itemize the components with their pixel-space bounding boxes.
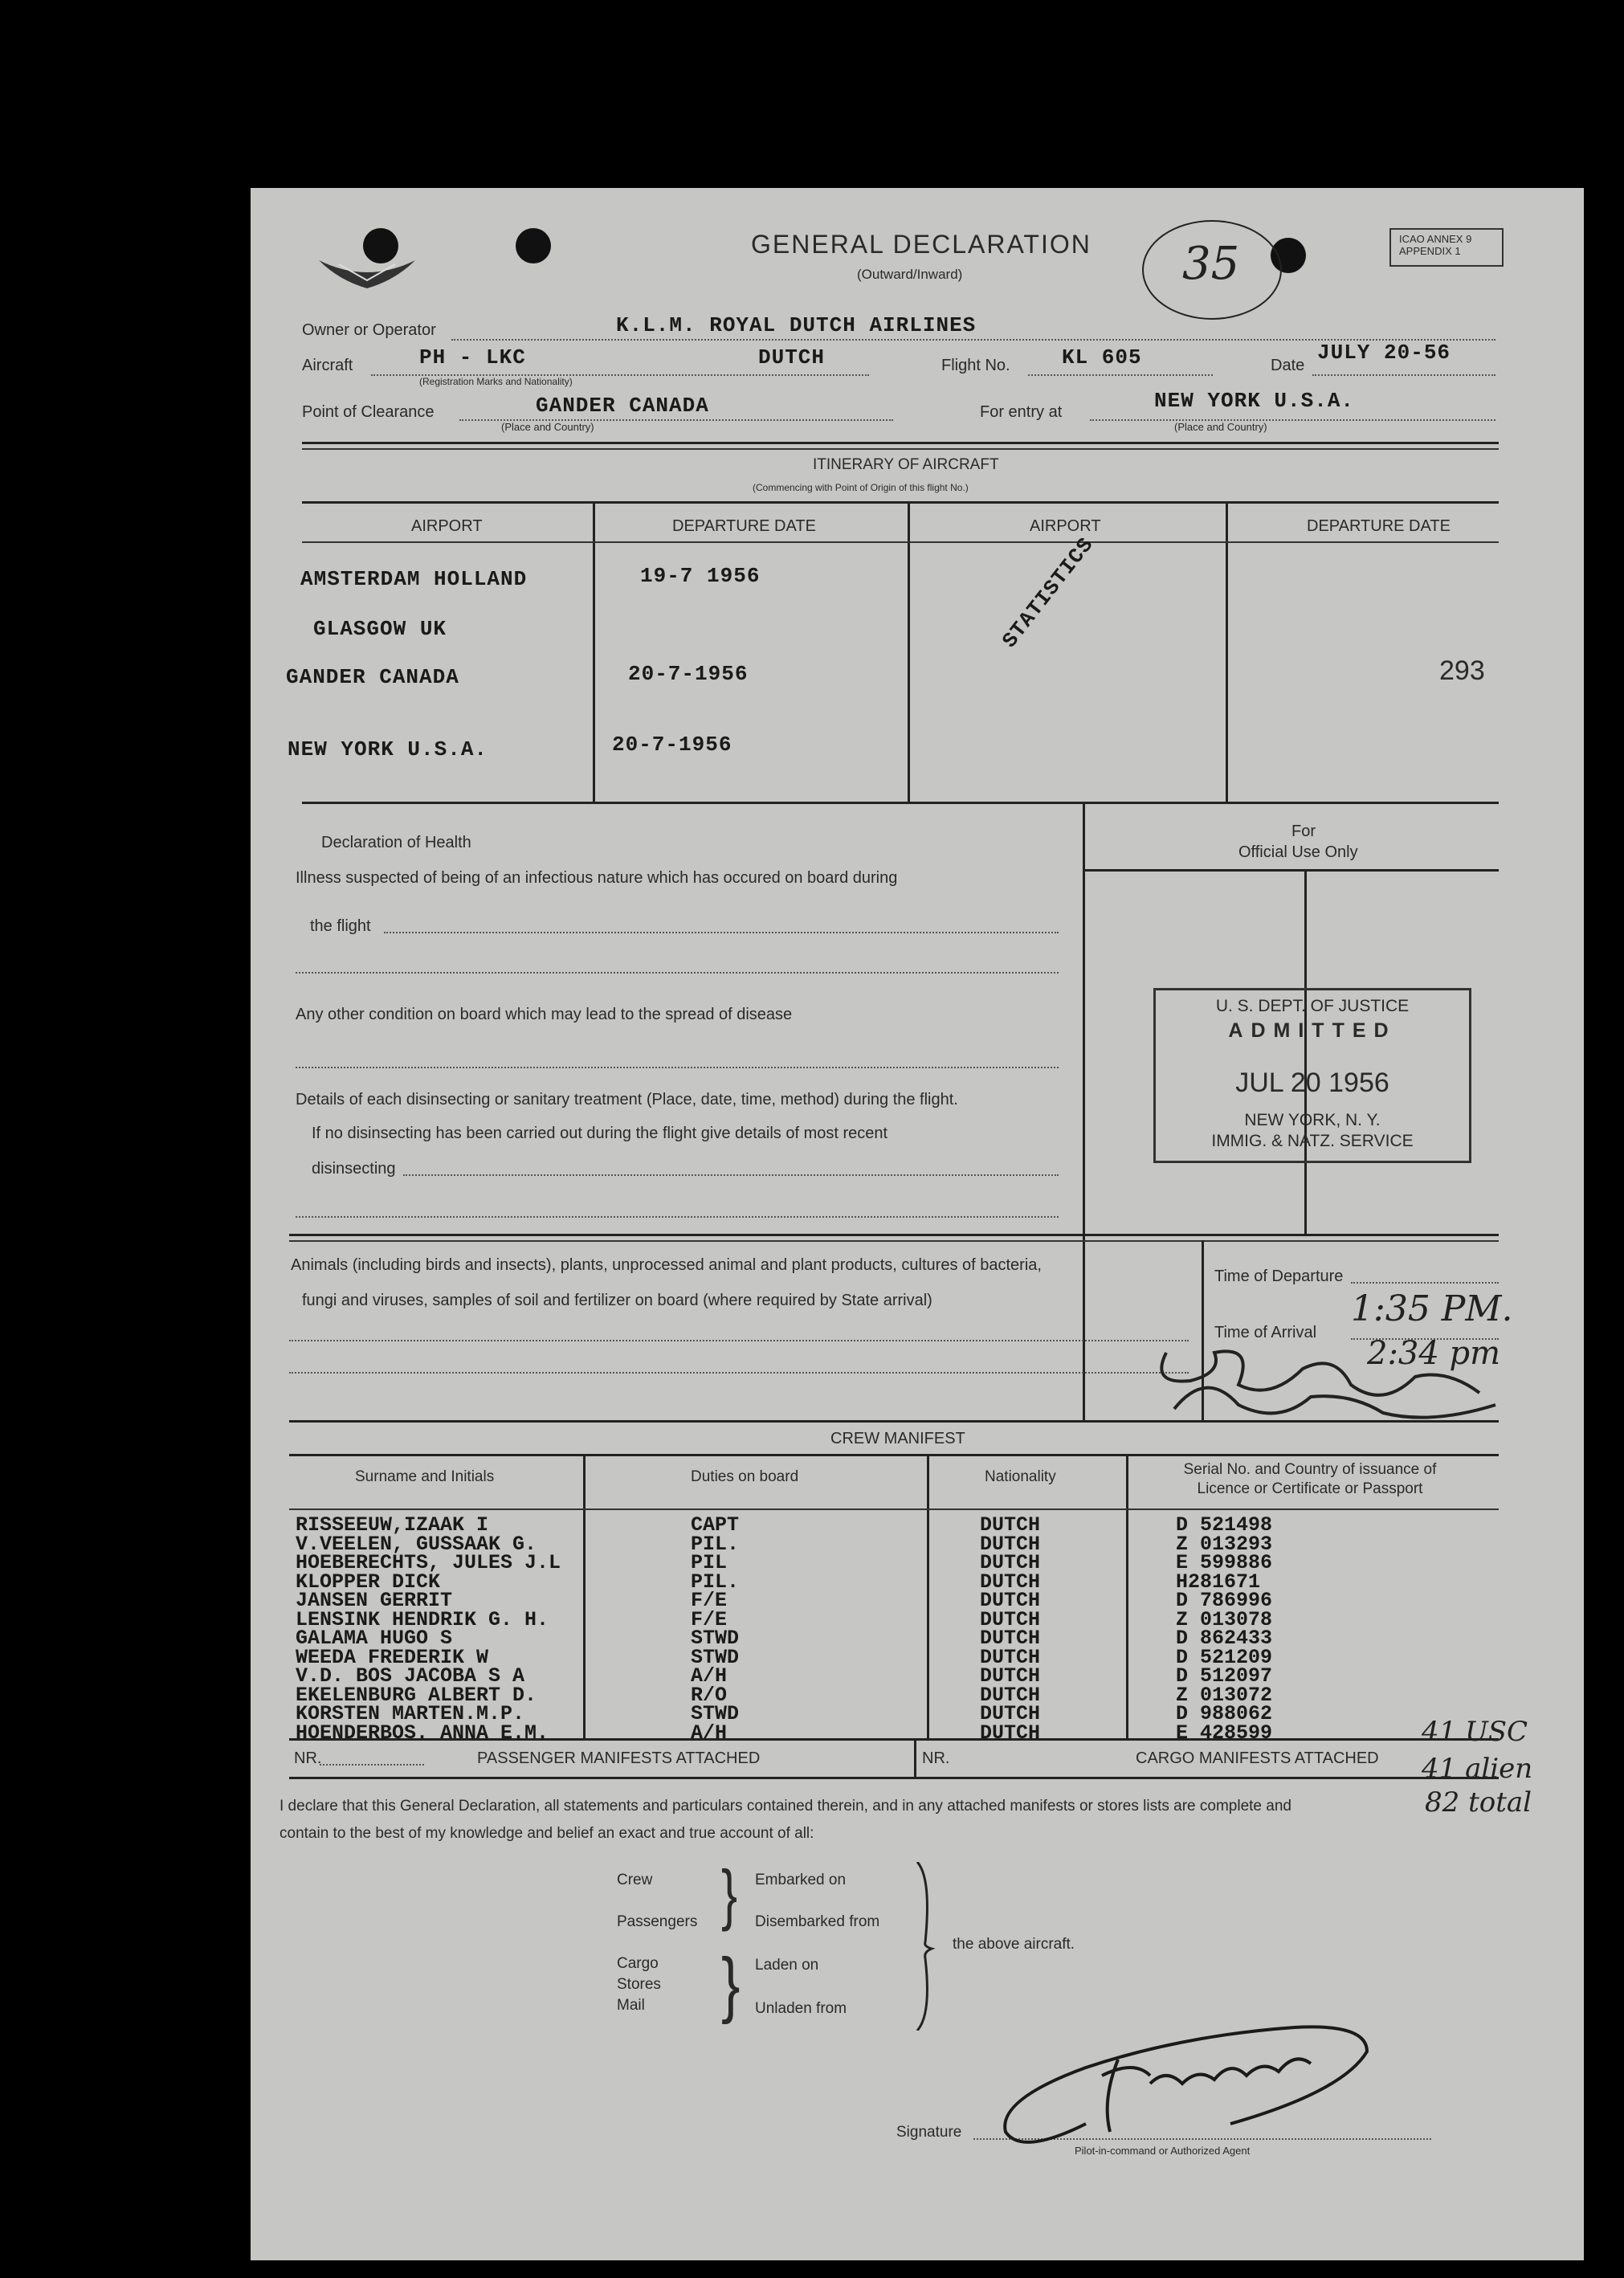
officer-signature-scribble — [1142, 1321, 1512, 1433]
official-title-2: Official Use Only — [1238, 843, 1358, 861]
crew-serial: E 599886 — [1176, 1551, 1273, 1574]
crew-duty: STWD — [691, 1627, 740, 1650]
crew-nationality: DUTCH — [980, 1513, 1041, 1537]
flight-label: Flight No. — [941, 357, 1010, 374]
crew-serial: Z 013293 — [1176, 1532, 1273, 1556]
crew-name: HOEBERECHTS, JULES J.L — [296, 1551, 561, 1574]
crew-serial: D 521209 — [1176, 1645, 1273, 1669]
health-line-5: If no disinsecting has been carried out during the flight give details of most recent — [312, 1125, 888, 1142]
date-label: Date — [1271, 357, 1305, 374]
admitted-stamp — [1153, 988, 1471, 1163]
crew-duty: PIL. — [691, 1570, 740, 1594]
stamp-line-5: IMMIG. & NATZ. SERVICE — [1211, 1132, 1414, 1150]
crew-duty: F/E — [691, 1589, 728, 1612]
stamp-line-3: JUL 20 1956 — [1235, 1068, 1389, 1098]
crew-name: GALAMA HUGO S — [296, 1627, 453, 1650]
arrival-time-label: Time of Arrival — [1214, 1324, 1317, 1341]
crew-nationality: DUTCH — [980, 1532, 1041, 1556]
crew-name: KORSTEN MARTEN.M.P. — [296, 1702, 525, 1725]
crew-duty: STWD — [691, 1702, 740, 1725]
above-aircraft-label: the above aircraft. — [953, 1936, 1075, 1953]
arrival-time-handwritten: 1:35 PM. — [1351, 1288, 1513, 1329]
cargo-manifests-label: CARGO MANIFESTS ATTACHED — [1136, 1749, 1379, 1767]
itinerary-number: 293 — [1439, 655, 1485, 686]
signature-label: Signature — [896, 2124, 962, 2141]
crew-nationality: DUTCH — [980, 1551, 1041, 1574]
entry-label: For entry at — [980, 403, 1063, 421]
crew-name: WEEDA FREDERIK W — [296, 1645, 489, 1669]
crew-name: V.D. BOS JACOBA S A — [296, 1664, 525, 1688]
crew-name: JANSEN GERRIT — [296, 1589, 453, 1612]
crew-nationality: DUTCH — [980, 1607, 1041, 1631]
crew-serial: Z 013078 — [1176, 1607, 1273, 1631]
crew-nationality: DUTCH — [980, 1627, 1041, 1650]
cargo-label: Cargo — [617, 1955, 659, 1972]
brace-1: } — [721, 1856, 738, 1933]
punch-hole — [516, 228, 551, 263]
crew-name: RISSEEUW,IZAAK I — [296, 1513, 489, 1537]
clearance-label: Point of Clearance — [302, 403, 435, 421]
icao-box — [1389, 228, 1504, 267]
brace-2: } — [721, 1943, 741, 2025]
crew-duty: CAPT — [691, 1513, 740, 1537]
animals-line-2: fungi and viruses, samples of soil and fertilizer on board (where required by State arrival) — [302, 1292, 932, 1309]
unladen-label: Unladen from — [755, 2000, 847, 2017]
icao-label: ICAO ANNEX 9 APPENDIX 1 — [1399, 233, 1472, 257]
crew-header-duties: Duties on board — [691, 1468, 799, 1485]
crew-header-nationality: Nationality — [985, 1468, 1056, 1485]
declaration-text-2: contain to the best of my knowledge and belief an exact and true account of all: — [280, 1825, 814, 1842]
crew-name: V.VEELEN, GUSSAAK G. — [296, 1532, 537, 1556]
crew-duty: A/H — [691, 1664, 728, 1688]
crew-name: LENSINK HENDRIK G. H. — [296, 1607, 549, 1631]
owner-label: Owner or Operator — [302, 321, 436, 339]
clearance-value: GANDER CANADA — [536, 394, 709, 418]
form-subtitle: (Outward/Inward) — [857, 267, 963, 282]
entry-value: NEW YORK U.S.A. — [1154, 389, 1355, 413]
crew-duty: PIL. — [691, 1532, 740, 1556]
aircraft-sublabel: (Registration Marks and Nationality) — [419, 376, 573, 387]
crew-serial: D 521498 — [1176, 1513, 1273, 1537]
laden-label: Laden on — [755, 1957, 819, 1974]
entry-sublabel: (Place and Country) — [1174, 421, 1267, 433]
clearance-sublabel: (Place and Country) — [501, 421, 594, 433]
passenger-nr-label: NR. — [294, 1749, 322, 1767]
signature-sublabel: Pilot-in-command or Authorized Agent — [1075, 2145, 1251, 2157]
health-line-6: disinsecting — [312, 1160, 396, 1178]
crew-serial: E 428599 — [1176, 1721, 1273, 1745]
itinerary-header-airport-2: AIRPORT — [1030, 517, 1101, 535]
crew-duty: STWD — [691, 1645, 740, 1669]
itinerary-header-date-1: DEPARTURE DATE — [672, 517, 816, 535]
crew-name: KLOPPER DICK — [296, 1570, 441, 1594]
itinerary-airport: GLASGOW UK — [313, 617, 447, 641]
crew-duty: F/E — [691, 1607, 728, 1631]
itinerary-date: 19-7 1956 — [640, 564, 761, 588]
klm-crown-logo — [315, 244, 419, 292]
itinerary-header-airport-1: AIRPORT — [411, 517, 483, 535]
stamp-line-2: ADMITTED — [1228, 1019, 1397, 1042]
itinerary-date: 20-7-1956 — [612, 733, 732, 757]
general-declaration-form — [251, 188, 1584, 2260]
crew-header-serial: Serial No. and Country of issuance of Licence or Certificate or Passport — [1183, 1461, 1437, 1497]
page-number: 35 — [1182, 238, 1240, 290]
pilot-signature — [989, 2003, 1391, 2156]
itinerary-airport: AMSTERDAM HOLLAND — [300, 567, 528, 591]
itinerary-airport: GANDER CANADA — [286, 665, 459, 689]
itinerary-date: 20-7-1956 — [628, 662, 749, 686]
crew-name: HOENDERBOS. ANNA E.M. — [296, 1721, 549, 1745]
crew-nationality: DUTCH — [980, 1570, 1041, 1594]
health-title: Declaration of Health — [321, 834, 471, 851]
itinerary-airport: NEW YORK U.S.A. — [288, 737, 488, 761]
health-line-1: Illness suspected of being of an infectious nature which has occured on board during — [296, 869, 898, 887]
statistics-stamp: STATISTICS — [998, 533, 1099, 653]
disembarked-label: Disembarked from — [755, 1913, 880, 1930]
itinerary-title: ITINERARY OF AIRCRAFT — [813, 456, 999, 473]
crew-manifest-title: CREW MANIFEST — [830, 1430, 965, 1447]
stores-label: Stores — [617, 1976, 661, 1993]
aircraft-registration: PH - LKC — [419, 345, 526, 369]
crew-nationality: DUTCH — [980, 1664, 1041, 1688]
owner-value: K.L.M. ROYAL DUTCH AIRLINES — [616, 313, 977, 337]
passenger-manifests-label: PASSENGER MANIFESTS ATTACHED — [477, 1749, 761, 1767]
margin-note-3: 82 total — [1425, 1786, 1532, 1819]
crew-serial: D 512097 — [1176, 1664, 1273, 1688]
date-value: JULY 20-56 — [1317, 341, 1451, 365]
crew-duty: PIL — [691, 1551, 728, 1574]
itinerary-header-date-2: DEPARTURE DATE — [1307, 517, 1451, 535]
health-line-3: Any other condition on board which may lead to the spread of disease — [296, 1006, 793, 1023]
crew-duty: A/H — [691, 1721, 728, 1745]
crew-duty: R/O — [691, 1683, 728, 1707]
crew-nationality: DUTCH — [980, 1589, 1041, 1612]
large-brace — [909, 1862, 941, 2031]
crew-nationality: DUTCH — [980, 1683, 1041, 1707]
itinerary-subtitle: (Commencing with Point of Origin of this flight No.) — [753, 482, 969, 493]
stamp-line-1: U. S. DEPT. OF JUSTICE — [1215, 997, 1410, 1015]
passengers-label: Passengers — [617, 1913, 698, 1930]
crew-nationality: DUTCH — [980, 1645, 1041, 1669]
health-line-4: Details of each disinsecting or sanitary treatment (Place, date, time, method) during the flight. — [296, 1091, 958, 1108]
margin-note-2: 41 alien — [1422, 1753, 1533, 1785]
crew-serial: D 862433 — [1176, 1627, 1273, 1650]
embarked-label: Embarked on — [755, 1872, 847, 1888]
stamp-line-4: NEW YORK, N. Y. — [1244, 1111, 1381, 1129]
crew-nationality: DUTCH — [980, 1702, 1041, 1725]
crew-serial: D 988062 — [1176, 1702, 1273, 1725]
crew-serial: Z 013072 — [1176, 1683, 1273, 1707]
cargo-nr-label: NR. — [922, 1749, 950, 1767]
form-title: GENERAL DECLARATION — [751, 230, 1092, 259]
crew-nationality: DUTCH — [980, 1721, 1041, 1745]
animals-line-1: Animals (including birds and insects), plants, unprocessed animal and plant products, cultures of bacteria, — [291, 1256, 1042, 1274]
crew-header-name: Surname and Initials — [355, 1468, 495, 1485]
crew-serial: D 786996 — [1176, 1589, 1273, 1612]
declaration-text-1: I declare that this General Declaration, all statements and particulars contained therein, and in any attached manifests or stores lists are complete and — [280, 1798, 1291, 1815]
mail-label: Mail — [617, 1997, 645, 2014]
flight-value: KL 605 — [1062, 345, 1142, 369]
aircraft-nationality: DUTCH — [758, 345, 826, 369]
crew-label: Crew — [617, 1872, 653, 1888]
aircraft-label: Aircraft — [302, 357, 353, 374]
crew-serial: H281671 — [1176, 1570, 1261, 1594]
health-line-2: the flight — [310, 917, 371, 935]
margin-note-1: 41 USC — [1422, 1716, 1528, 1748]
departure-time-label: Time of Departure — [1214, 1268, 1344, 1285]
arrival-time-handwritten-2: 2:34 pm — [1367, 1335, 1501, 1372]
crew-name: EKELENBURG ALBERT D. — [296, 1683, 537, 1707]
official-title-1: For — [1291, 823, 1316, 840]
